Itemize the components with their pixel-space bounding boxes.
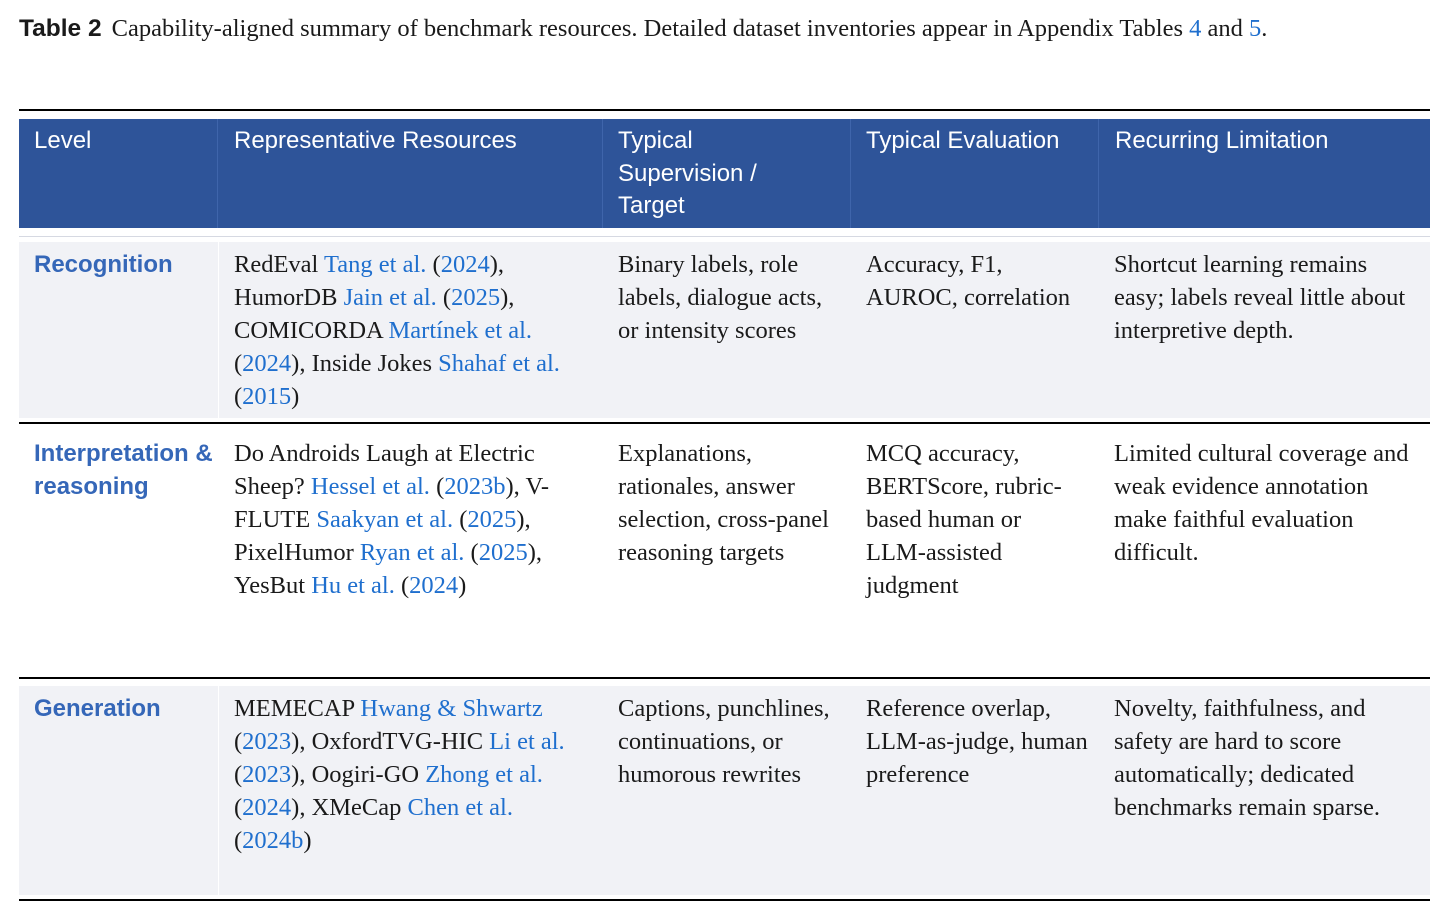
resource-text: ( (234, 350, 243, 377)
resource-text: ( (394, 572, 410, 599)
citation-link[interactable]: 2025 (478, 539, 528, 566)
resource-text: ( (234, 761, 243, 788)
citation-link[interactable]: 2024 (409, 572, 459, 599)
row-limitation: Novelty, faithfulness, and safety are hard to score automatically; dedicated benchmarks remain sparse. (1114, 695, 1380, 821)
citation-link[interactable]: Hwang & Shwartz (360, 695, 543, 722)
citation-link[interactable]: 2023 (242, 728, 292, 755)
resource-text: ), COMICORDA (234, 284, 515, 344)
column-divider (218, 242, 219, 418)
citation-link[interactable]: Martínek et al. (388, 317, 533, 344)
citation-link[interactable]: Hu et al. (311, 572, 395, 599)
row-limitation: Limited cultural coverage and weak evidence annotation make faithful evaluation difficult. (1114, 440, 1409, 566)
header-resources: Representative Resources (234, 127, 517, 154)
header-level: Level (34, 127, 92, 154)
table-caption (19, 12, 1434, 45)
row-evaluation: Accuracy, F1, AUROC, correlation (866, 251, 1071, 311)
row-separator-rule (19, 677, 1430, 679)
resource-text: ( (464, 539, 479, 566)
row-supervision: Binary labels, role labels, dialogue acts, or intensity scores (618, 251, 823, 344)
citation-link[interactable]: Zhong et al. (425, 761, 543, 788)
resource-text: ( (426, 251, 441, 278)
column-divider (218, 686, 219, 895)
resource-text: ( (436, 284, 452, 311)
header-divider (602, 119, 603, 228)
citation-link[interactable]: 2023b (444, 473, 506, 500)
row-evaluation: MCQ accuracy, BERTScore, rubric-based human or LLM-assisted judgment (866, 440, 1062, 599)
resource-text: ( (234, 383, 243, 410)
resource-text: ), PixelHumor (234, 506, 531, 566)
citation-link[interactable]: Ryan et al. (359, 539, 465, 566)
citation-link[interactable]: Chen et al. (407, 794, 513, 821)
row-resources (234, 437, 584, 602)
citation-link[interactable]: Tang et al. (324, 251, 427, 278)
top-rule (19, 109, 1430, 111)
resource-text: MEMECAP (234, 695, 361, 722)
caption-text: Capability-aligned summary of benchmark resources. Detailed dataset inventories appear in Appendix Tables (111, 15, 1184, 42)
header-evaluation: Typical Evaluation (866, 127, 1060, 154)
citation-link[interactable]: 2024b (242, 827, 304, 854)
header-limitation: Recurring Limitation (1115, 127, 1329, 154)
row-evaluation: Reference overlap, LLM-as-judge, human preference (866, 695, 1088, 788)
citation-link[interactable]: Li et al. (489, 728, 565, 755)
header-divider (217, 119, 218, 228)
resource-text: ( (234, 794, 243, 821)
citation-link[interactable]: 2024 (242, 350, 292, 377)
resource-text: ), XMeCap (291, 794, 408, 821)
row-resources (234, 692, 589, 857)
resource-text: ), V-FLUTE (234, 473, 550, 533)
resource-text: ( (453, 506, 468, 533)
row-level-generation: Generation (34, 695, 161, 722)
resource-text: ), OxfordTVG-HIC (291, 728, 490, 755)
citation-link[interactable]: 2015 (242, 383, 292, 410)
resource-text: ), YesBut (234, 539, 542, 599)
table-header (19, 119, 1430, 228)
row-supervision: Explanations, rationales, answer selection, cross-panel reasoning targets (618, 440, 829, 566)
resource-text: ) (458, 572, 467, 599)
row-supervision: Captions, punchlines, continuations, or humorous rewrites (618, 695, 830, 788)
bottom-rule (19, 899, 1430, 901)
resource-text: ( (429, 473, 445, 500)
row-limitation: Shortcut learning remains easy; labels reveal little about interpretive depth. (1114, 251, 1406, 344)
citation-link[interactable]: 2023 (242, 761, 292, 788)
citation-link[interactable]: 2024 (242, 794, 292, 821)
row-level-recognition: Recognition (34, 251, 173, 278)
citation-link[interactable]: Saakyan et al. (316, 506, 454, 533)
row-level-interpretation: Interpretation & reasoning (34, 440, 213, 500)
resource-text: ), Inside Jokes (291, 350, 439, 377)
header-divider (1098, 119, 1099, 228)
row-resources (234, 248, 594, 413)
row-separator-rule (19, 422, 1430, 424)
citation-link[interactable]: 2025 (467, 506, 517, 533)
resource-text: ( (234, 827, 243, 854)
citation-link[interactable]: 2024 (440, 251, 490, 278)
citation-link[interactable]: Jain et al. (343, 284, 437, 311)
citation-link[interactable]: Shahaf et al. (438, 350, 560, 377)
table-ref-link-5[interactable]: 5 (1249, 15, 1262, 42)
caption-end: . (1261, 15, 1268, 42)
resource-text: RedEval (234, 251, 325, 278)
header-divider (850, 119, 851, 228)
resource-text: ), Oogiri-GO (291, 761, 426, 788)
resource-text: Do Androids Laugh at Electric Sheep? (234, 440, 535, 500)
caption-and: and (1207, 15, 1243, 42)
header-body-separator (19, 236, 1430, 237)
citation-link[interactable]: Hessel et al. (310, 473, 430, 500)
citation-link[interactable]: 2025 (451, 284, 501, 311)
header-supervision: Typical Supervision / Target (618, 127, 757, 219)
resource-text: ) (291, 383, 300, 410)
resource-text: ( (234, 728, 243, 755)
resource-text: ) (303, 827, 312, 854)
resource-text: ), HumorDB (234, 251, 505, 311)
table-ref-link-4[interactable]: 4 (1189, 15, 1202, 42)
caption-label: Table 2 (19, 15, 102, 42)
